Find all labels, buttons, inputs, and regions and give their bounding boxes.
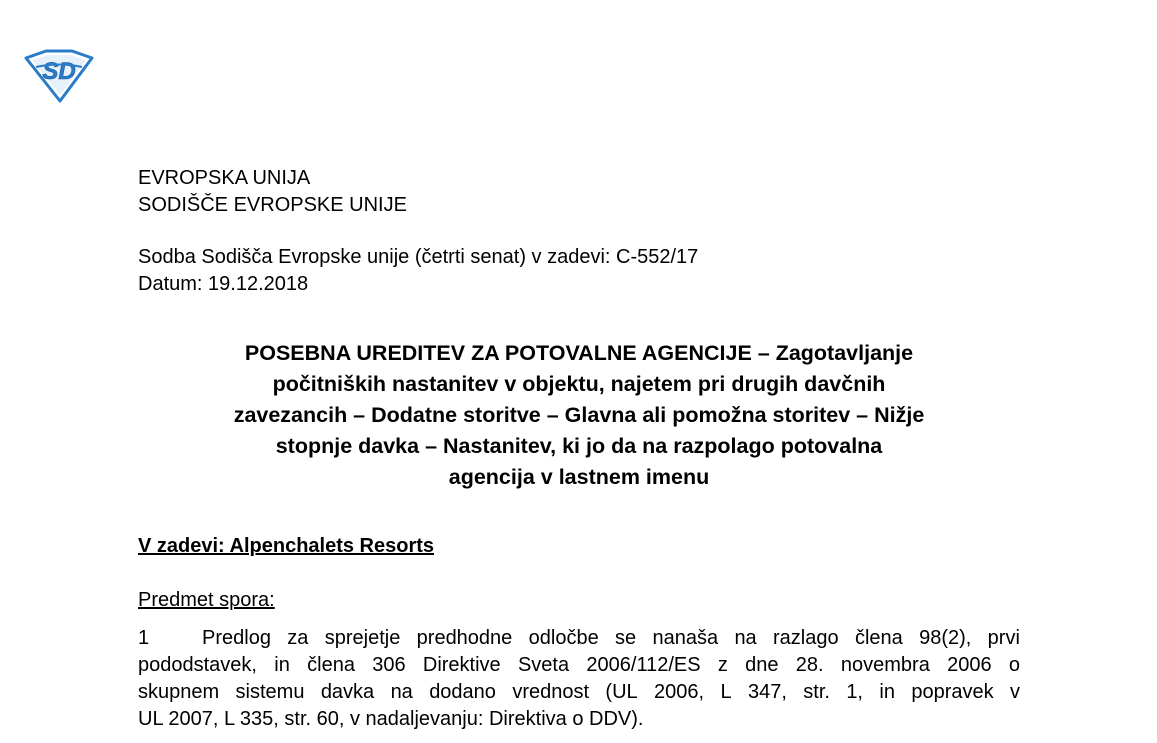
paragraph-word: (UL: [605, 681, 638, 703]
paragraph-word: in: [879, 681, 895, 703]
logo-letters: SD: [42, 58, 76, 85]
paragraph-word: 98(2),: [919, 627, 972, 649]
paragraph-line: [138, 625, 1020, 652]
paragraph-word: Sveta: [517, 654, 570, 676]
paragraph-word: in: [274, 654, 290, 676]
header-court: SODIŠČE EVROPSKE UNIJE: [138, 194, 407, 216]
paragraph-text: UL 2007, L 335, str. 60, v nadaljevanju: Direktiva o DDV).: [138, 708, 644, 730]
paragraph-word: Direktive: [422, 654, 501, 676]
case-date: Datum: 19.12.2018: [138, 273, 309, 295]
paragraph-word: člena: [307, 654, 355, 676]
paragraph-word: dodano: [429, 681, 496, 703]
paragraph-word: 1,: [846, 681, 863, 703]
paragraph-line: [138, 679, 1020, 706]
paragraph-word: 2006,: [654, 681, 705, 703]
paragraph-word: str.: [803, 681, 830, 703]
judgment-title: [138, 338, 1020, 493]
paragraph-number-wrap: [138, 625, 271, 652]
paragraph-word: L: [720, 681, 732, 703]
paragraph-line: [138, 652, 1020, 679]
paragraph-word: skupnem: [138, 681, 220, 703]
paragraph-word: nanaša: [652, 627, 719, 649]
institution-header: [138, 165, 407, 219]
shield-logo-icon: [22, 48, 96, 104]
case-info: [138, 244, 698, 298]
paragraph-word: na: [734, 627, 757, 649]
paragraph-line: [138, 706, 1020, 733]
title-line: agencija v lastnem imenu: [448, 465, 710, 489]
paragraph-word: razlago: [773, 627, 839, 649]
paragraph: [138, 625, 1020, 733]
court-logo: [22, 48, 96, 104]
title-line: zavezancih – Dodatne storitve – Glavna ali pomožna storitev – Nižje: [233, 403, 925, 427]
paragraph-word: Predlog: [202, 627, 271, 649]
case-reference: Sodba Sodišča Evropske unije (četrti senat) v zadevi: C-552/17: [138, 246, 699, 268]
paragraph-word: 2006/112/ES: [586, 654, 701, 676]
paragraph-word: člena: [854, 627, 903, 649]
paragraph-word: 347,: [747, 681, 787, 703]
paragraph-word: sprejetje: [324, 627, 401, 649]
title-line: stopnje davka – Nastanitev, ki jo da na razpolago potovalna: [275, 434, 883, 458]
title-line: POSEBNA UREDITEV ZA POTOVALNE AGENCIJE – Zagotavljanje: [244, 341, 914, 365]
paragraph-word: 306: [372, 654, 406, 676]
paragraph-word: popravek: [911, 681, 994, 703]
paragraph-word: 2006: [947, 654, 992, 676]
paragraph-word: za: [287, 627, 309, 649]
header-union: EVROPSKA UNIJA: [138, 167, 311, 189]
paragraph-word: v: [1009, 681, 1020, 703]
title-line: počitniških nastanitev v objektu, najetem pri drugih davčnih: [272, 372, 886, 396]
paragraph-word: prvi: [987, 627, 1020, 649]
paragraph-word: se: [615, 627, 637, 649]
paragraph-word: novembra: [840, 654, 930, 676]
paragraph-word: predhodne: [416, 627, 513, 649]
paragraph-word: 28.: [795, 654, 824, 676]
paragraph-number: 1: [138, 627, 150, 649]
paragraph-word: sistemu: [235, 681, 305, 703]
paragraph-word: odločbe: [528, 627, 599, 649]
paragraph-word: o: [1008, 654, 1020, 676]
paragraph-word: z: [717, 654, 728, 676]
section-heading: Predmet spora:: [138, 589, 275, 611]
paragraph-word: pododstavek,: [138, 654, 257, 676]
paragraph-word: davka: [320, 681, 375, 703]
paragraph-word: na: [390, 681, 413, 703]
paragraph-word: vrednost: [512, 681, 590, 703]
paragraph-word: dne: [745, 654, 779, 676]
case-subject: V zadevi: Alpenchalets Resorts: [138, 535, 435, 557]
